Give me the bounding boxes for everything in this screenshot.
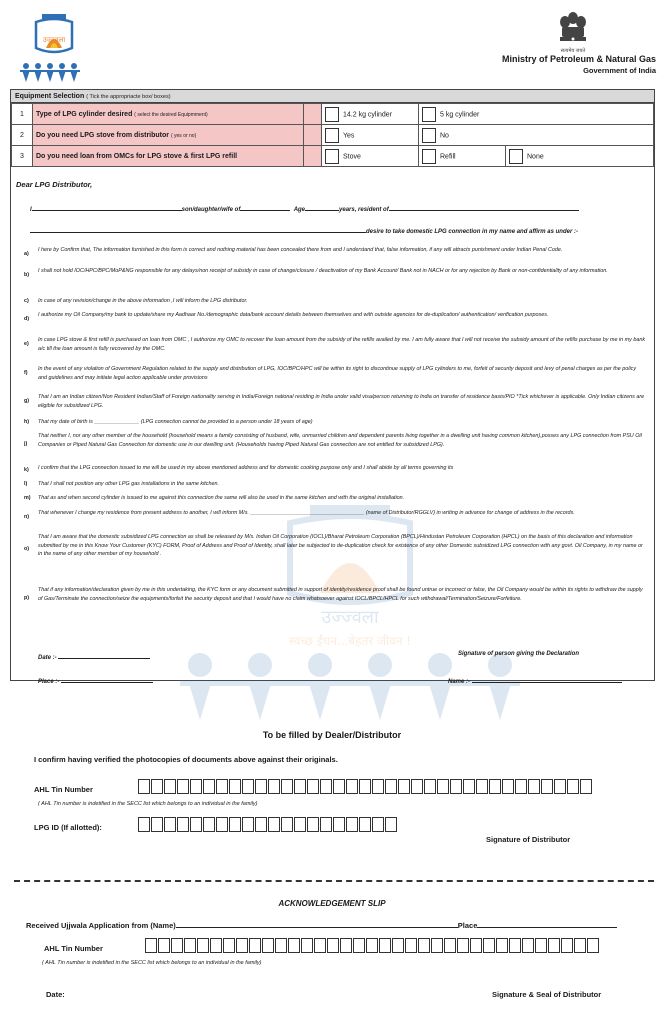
ministry-header	[468, 54, 656, 76]
clause-text: I shall not hold IOC/HPC/BPC/MoP&NG responsible for any delays/non receipt of subsidy in case of change/closure / deactivation of my Bank Account/ Bank not in NACH or for any rejection by Bank or non-confidentiality of any information.	[38, 268, 608, 274]
clause-text: I confirm that the LPG connection issued to me will be used in my above mentioned address and for domestic cooking purpose only and I shall abide by all terms governing its	[38, 465, 454, 471]
age-label: Age	[293, 207, 306, 213]
clause-c	[16, 297, 646, 306]
clause-letter: d)	[24, 316, 30, 322]
row-number: 1	[12, 104, 33, 125]
watermark-tagline: स्वच्छ ईंधन...बेहतर जीवन !	[288, 634, 412, 648]
option-label: Stove	[343, 152, 361, 160]
lpg-id-label: LPG ID (If allotted):	[34, 823, 102, 832]
clause-letter: e)	[24, 341, 29, 347]
acknowledgement-title: ACKNOWLEDGEMENT SLIP	[278, 899, 386, 908]
option-cell	[506, 146, 654, 167]
dealer-section-title: To be filled by Dealer/Distributor	[262, 730, 402, 740]
applicant-name-field[interactable]	[32, 203, 182, 211]
clause-text: In case of any revision/change in the above information ,I will inform the LPG distributor.	[38, 298, 248, 304]
relative-name-field[interactable]	[240, 203, 290, 211]
clause-b	[16, 267, 646, 276]
ministry-title: Ministry of Petroleum & Natural Gas	[501, 54, 656, 64]
option-label: Refill	[440, 152, 456, 160]
clause-f	[16, 365, 646, 382]
distributor-signature: Signature of Distributor	[486, 835, 571, 844]
clause-letter: p)	[24, 595, 30, 601]
option-cell	[419, 104, 654, 125]
clause-text: That neither I, nor any other member of the household (household means a family consisting of husband, wife, unmarried children and dependent parents living together in a dwelling unit having common kitchen),posses any LPG connection from PSU Oil Companies or Piped Natural Gas Connection for domestic use in our dwelling unit. (Households having Piped Natural Gas connection are not entitled for subsidized LPG).	[38, 433, 642, 448]
ahl-tin-note: ( AHL Tin number is indetified in the SECC list which belongs to an individual in the family)	[38, 801, 258, 807]
clause-text: That if any information/declaration given by me in this undertaking, the KYC form or any document submitted in support of identity/residence proof shall be found untrue or incorrect or false, the Oil Company would be within its rights to withdraw the supply of Gas/Terminate the connection/seize the equipments/forfeit the security deposit and that I would have no claim whatsoever against IOCL/BPCL/HPCL for such withdrawal/Termination/Seizure/Forfeiture.	[38, 587, 643, 602]
applicant-line	[30, 203, 579, 213]
ack-place-field[interactable]	[477, 920, 617, 928]
table-row	[12, 146, 654, 167]
clause-letter: c)	[24, 298, 29, 304]
question-note: ( select the desired Equipmment)	[134, 111, 208, 118]
highlight-cell	[304, 104, 322, 125]
clause-letter: n)	[24, 514, 30, 520]
option-label: None	[527, 152, 544, 160]
clause-letter: k)	[24, 467, 29, 473]
option-cell	[322, 125, 419, 146]
declaration-signature: Signature of person giving the Declaration	[458, 651, 580, 657]
desire-line	[30, 225, 578, 235]
ack-ahl-tin-input[interactable]	[145, 938, 600, 953]
svg-text:सत्यमेव जयते: सत्यमेव जयते	[560, 48, 586, 54]
option-label: No	[440, 131, 449, 139]
loan-refill-checkbox[interactable]	[422, 149, 436, 164]
ack-date-label: Date:	[46, 990, 65, 999]
clause-p	[16, 586, 646, 603]
clause-text: I authorize my Oil Company/my bank to update/share my Aadhaar No./demographic data/bank account details between themselves and with outside agencies for de-duplication/ authentication/ verification purposes.	[38, 312, 549, 318]
option-cell	[322, 104, 419, 125]
ack-ahl-tin-note: ( AHL Tin number is indetified in the SECC list which belongs to an individual in the family)	[42, 960, 262, 966]
clause-letter: f)	[24, 370, 28, 376]
clause-h	[16, 418, 646, 427]
desire-text: desire to take domestic LPG connection in my name and affirm as under :-	[366, 229, 578, 235]
option-label: Yes	[343, 131, 355, 139]
received-label: Received Ujjwala Application from (Name)	[26, 921, 176, 930]
place-label: Place :-	[38, 679, 60, 685]
clause-m	[16, 494, 646, 503]
equipment-heading-note: ( Tick the appropriacte box/ boxes)	[86, 94, 171, 100]
applicant-name-field[interactable]	[176, 920, 458, 928]
residence-field[interactable]	[389, 203, 579, 211]
loan-stove-checkbox[interactable]	[325, 149, 339, 164]
clause-text: I here by Confirm that, The information furnished in this form is correct and nothing material has been concealed there from and I understand that, false information, if any will attracts punishment under Indian Penal Code.	[38, 247, 563, 253]
clause-letter: b)	[24, 272, 30, 278]
svg-text:उज्ज्वला: उज्ज्वला	[42, 36, 66, 44]
option-cell	[419, 146, 506, 167]
equipment-table	[11, 103, 654, 167]
equipment-selection-heading	[11, 90, 654, 103]
stove-yes-checkbox[interactable]	[325, 128, 339, 143]
dealer-confirm-text: I confirm having verified the photocopies of documents above against their originals.	[34, 755, 338, 764]
declaration-place-field[interactable]	[61, 675, 153, 683]
cut-line-divider	[14, 880, 654, 882]
declarant-name-field[interactable]	[472, 675, 622, 683]
date-label: Date :-	[38, 655, 57, 661]
ministry-subtitle: Government of India	[583, 66, 656, 75]
clause-k	[16, 464, 646, 473]
son-of-label: son/daughter/wife of	[181, 207, 241, 213]
cylinder-14kg-checkbox[interactable]	[325, 107, 339, 122]
ujjwala-logo	[14, 8, 94, 86]
table-row	[12, 104, 654, 125]
question-cell	[33, 146, 304, 167]
clause-o	[16, 533, 646, 559]
question-note: ( yes or no)	[170, 132, 197, 139]
highlight-cell	[304, 125, 322, 146]
years-label: years, resident of	[339, 207, 389, 213]
clause-n	[16, 509, 646, 518]
clause-text: That my date of birth is _______________ (LPG connection cannot be provided to a person under 18 years of age)	[38, 419, 313, 425]
i-label: I	[30, 207, 32, 213]
ahl-tin-input[interactable]	[138, 779, 593, 794]
clause-a	[16, 246, 646, 255]
question-text: Do you need LPG stove from distributor	[36, 131, 170, 139]
clause-d	[16, 311, 646, 320]
clause-text: That I am aware that the domestic subsidized LPG connection as shall be released by M/s. Indian Oil Corporation (IOCL)/Bharat Petroleum Corporation (BPCL)/Hindustan Petroleum Corporation (HPCL) on the basis of this declaration and information submitted by me in this Know Your Customer (KYC) FORM, Proof of Address and Proof of Identity, shall later be subjected to de-duplication check for existence of any other Domestic subsidized LPG connection with any govt. Oil Company, in my name or in the name of any other member of my household .	[38, 534, 643, 558]
question-text: Type of LPG cylinder desired	[36, 110, 133, 118]
declaration-date	[38, 651, 150, 661]
age-field[interactable]	[305, 203, 339, 211]
row-number: 3	[12, 146, 33, 167]
option-cell	[419, 125, 654, 146]
row-number: 2	[12, 125, 33, 146]
clause-text: That I shall not position any other LPG gas installations in the same kitchen.	[38, 481, 219, 487]
ahl-tin-label: AHL Tin Number	[34, 785, 93, 794]
equipment-heading-text: Equipment Selection	[15, 93, 85, 100]
table-row	[12, 125, 654, 146]
name-label: Name :-	[448, 679, 471, 685]
clause-text: That whenever I change my residence from present address to another, I will inform M/s. ______________________________________ (name of Distributor/RGGLV) in writing in advance for change of address in the records.	[38, 510, 575, 516]
clause-letter: o)	[24, 546, 30, 552]
option-cell	[322, 146, 419, 167]
greeting: Dear LPG Distributor,	[16, 180, 93, 189]
national-emblem-icon	[556, 10, 590, 56]
loan-none-checkbox[interactable]	[509, 149, 523, 164]
clause-letter: a)	[24, 251, 29, 257]
address-field[interactable]	[30, 225, 366, 233]
ack-signature-seal: Signature & Seal of Distributor	[492, 990, 602, 999]
clause-l	[16, 480, 646, 489]
stove-no-checkbox[interactable]	[422, 128, 436, 143]
highlight-cell	[304, 146, 322, 167]
clause-text: That as and when second cylinder is issued to me against this connection the same will also be used in the same kitchen and with the original installation.	[38, 495, 405, 501]
option-label: 14.2 kg cylinder	[343, 110, 393, 118]
question-text: Do you need loan from OMCs for LPG stove & first LPG refill	[36, 152, 238, 160]
clause-letter: h)	[24, 419, 30, 425]
lpg-id-input[interactable]	[138, 817, 398, 832]
question-cell	[33, 125, 304, 146]
clause-letter: g)	[24, 398, 30, 404]
declaration-name	[448, 675, 622, 685]
cylinder-5kg-checkbox[interactable]	[422, 107, 436, 122]
clause-j	[16, 432, 646, 449]
declaration-place	[38, 675, 153, 685]
clause-text: In the event of any violation of Government Regulation related to the supply and distribution of LPG, IOC/BPC/HPC will be within its right to discontinue supply of LPG cylinders to me, forfeit of security deposit and levy of penal charges as per the policy and guidelines and may initiate legal action applicable under provisions	[38, 366, 637, 381]
declaration-date-field[interactable]	[58, 651, 150, 659]
watermark-title: उज्ज्वला	[321, 607, 379, 628]
clause-text: That I am an Indian citizen/Non Resident Indian/Staff of Foreign nationality serving in India/Foreign national residing in India under valid visa/person returning to India on transfer of residence basis/PIO *Tick whichever is applicable. Only Indian citizens are eligible for subsidized LPG.	[38, 394, 645, 409]
clause-e	[16, 336, 646, 353]
clause-letter: m)	[24, 495, 31, 501]
ack-ahl-tin-label: AHL Tin Number	[44, 944, 103, 953]
received-line	[26, 920, 617, 930]
clause-g	[16, 393, 646, 410]
place-label: Place	[457, 921, 478, 930]
question-cell	[33, 104, 304, 125]
clause-text: In case LPG stove & first refill is purchased on loan from OMC , I authorize my OMC to recover the loan amount from the subsidy of the refills availed by me. I am fully aware that I will not receive the subsidy amount of the refills purchase by me in my bank a/c till the loan amount is fully recovered by the OMC.	[38, 337, 646, 352]
clause-letter: j)	[24, 441, 28, 447]
ujjwala-watermark	[170, 495, 530, 725]
clause-letter: l)	[24, 481, 28, 487]
option-label: 5 kg cylinder	[440, 110, 480, 118]
